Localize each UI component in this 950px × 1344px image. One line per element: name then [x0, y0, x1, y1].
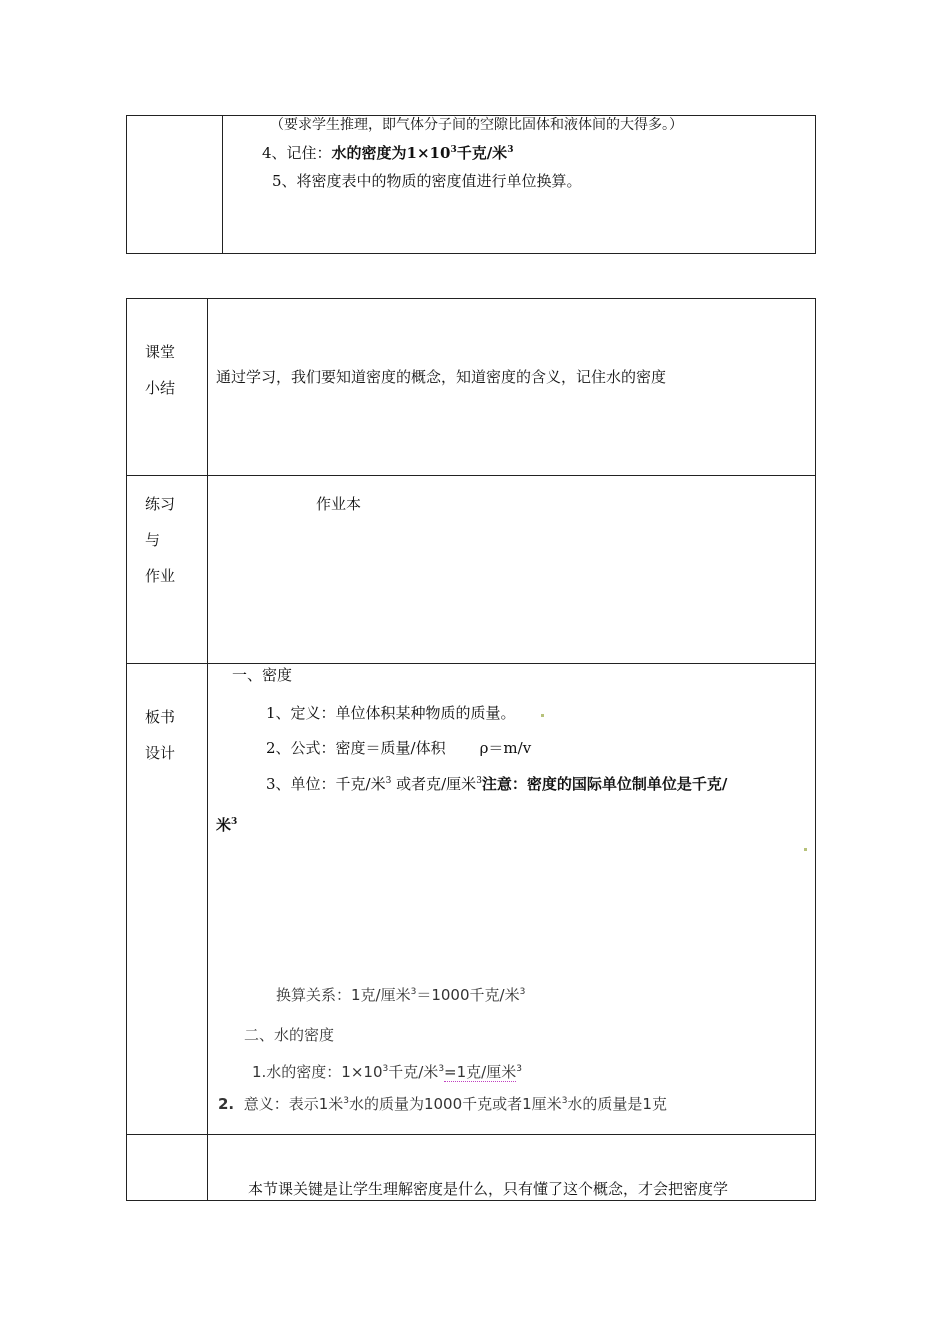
board-conversion	[276, 988, 525, 1003]
water-density-exp2: 3	[438, 1064, 445, 1074]
board-formula	[266, 741, 531, 756]
reflection-content: 本节课关键是让学生理解密度是什么，只有懂了这个概念，才会把密度学	[248, 1180, 729, 1198]
summary-label-2: 小结	[145, 379, 176, 397]
remember-exp: 3	[450, 145, 457, 155]
remember-unit-exp: 3	[507, 145, 514, 155]
water-meaning-mid: 水的质量为1000千克或者1厘米	[348, 1095, 562, 1113]
board-section-water: 二、水的密度	[244, 1026, 335, 1044]
water-meaning-exp: 3	[343, 1096, 349, 1106]
water-density-exp3: 3	[516, 1064, 522, 1074]
stray-dot	[541, 714, 544, 717]
unit-text: 3、单位：千克/米	[266, 775, 386, 793]
board-section-density: 一、密度	[232, 666, 293, 684]
table1-label-cell	[127, 116, 223, 254]
board-unit	[266, 777, 727, 792]
homework-label-2: 与	[145, 531, 161, 549]
conversion-task: 5、将密度表中的物质的密度值进行单位换算。	[272, 172, 582, 190]
reasoning-note: （要求学生推理，即气体分子间的空隙比固体和液体间的大得多。）	[270, 117, 683, 133]
board-water-meaning	[218, 1097, 667, 1112]
homework-content-cell	[208, 476, 816, 664]
board-unit-note-cont	[216, 818, 237, 833]
unit-note: 注意：密度的国际单位制单位是千克/	[481, 775, 728, 793]
remember-prefix: 4、记住：	[262, 144, 332, 162]
water-density-exp: 3	[382, 1064, 389, 1074]
homework-label-1: 练习	[145, 495, 176, 513]
summary-content: 通过学习，我们要知道密度的概念，知道密度的含义，记住水的密度	[216, 368, 667, 386]
stray-dot-2	[804, 848, 807, 851]
conversion-text: 换算关系：1克/厘米	[276, 986, 411, 1004]
water-meaning-num: 2.	[218, 1095, 235, 1113]
summary-content-cell	[208, 299, 816, 476]
formula-text: 2、公式：密度＝质量/体积	[266, 739, 446, 757]
unit-or: 或者克/厘米	[396, 775, 477, 793]
note-cont-text: 米	[216, 816, 232, 834]
unit-exp1: 3	[385, 776, 392, 786]
water-density-text: 1.水的密度：1×10	[252, 1063, 383, 1081]
conversion-exp1: 3	[410, 987, 417, 997]
water-density-mid: 千克/米	[388, 1063, 439, 1081]
conversion-exp2: 3	[519, 987, 526, 997]
conversion-tail: ＝1000千克/米	[416, 986, 520, 1004]
board-label-2: 设计	[145, 744, 176, 762]
formula-symbol: ρ＝m/v	[479, 739, 532, 757]
homework-content: 作业本	[316, 495, 362, 513]
summary-label-1: 课堂	[145, 343, 176, 361]
remember-line	[262, 146, 513, 161]
board-definition: 1、定义：单位体积某种物质的质量。	[266, 704, 516, 722]
remember-bold: 水的密度为1×10	[331, 144, 451, 162]
board-water-density	[252, 1065, 522, 1080]
water-density-tail: =1克/厘米	[444, 1063, 517, 1081]
board-label-cell	[127, 664, 208, 1135]
unit-exp2: 3	[476, 776, 482, 786]
homework-label-3: 作业	[145, 567, 176, 585]
remember-unit: 千克/米	[456, 144, 508, 162]
water-meaning-text: 意义：表示1米	[243, 1095, 344, 1113]
note-cont-exp: 3	[231, 817, 238, 827]
board-label-1: 板书	[145, 708, 176, 726]
water-meaning-tail: 水的质量是1克	[567, 1095, 667, 1113]
water-meaning-exp2: 3	[561, 1096, 568, 1106]
reflection-label-cell	[127, 1135, 208, 1201]
